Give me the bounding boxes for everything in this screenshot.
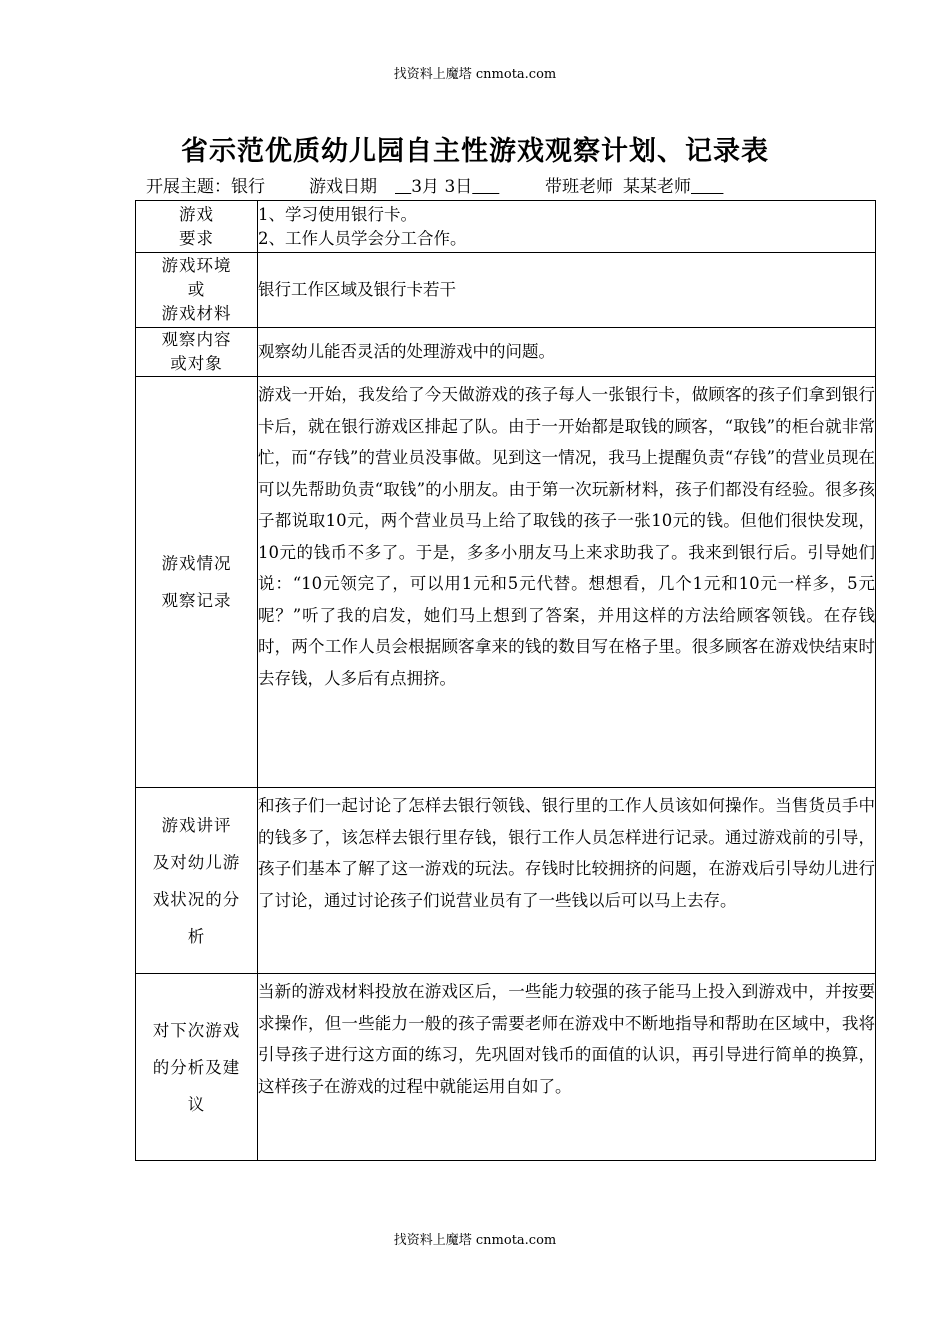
teacher-value: 某某老师 xyxy=(623,177,691,197)
table-row-requirements xyxy=(136,201,876,253)
requirement-item: 2、工作人员学会分工合作。 xyxy=(258,228,467,248)
observation-target-content: 观察幼儿能否灵活的处理游戏中的问题。 xyxy=(258,328,876,377)
meta-line xyxy=(146,176,846,198)
theme-value: 银行 xyxy=(231,177,265,197)
table-row-observation-target xyxy=(136,328,876,377)
row-label: 游戏讲评 及对幼儿游 戏状况的分 析 xyxy=(136,788,258,974)
footer-note: 找资料上魔塔 cnmota.com xyxy=(393,1233,557,1248)
row-label: 游戏情况 观察记录 xyxy=(136,377,258,788)
observation-table xyxy=(135,200,876,1161)
materials-content: 银行工作区域及银行卡若干 xyxy=(258,253,876,328)
table-row-record xyxy=(136,377,876,788)
page-title: 省示范优质幼儿园自主性游戏观察计划、记录表 xyxy=(181,136,769,167)
table-row-materials xyxy=(136,253,876,328)
teacher-label: 带班老师 xyxy=(545,177,613,197)
next-plan-content: 当新的游戏材料投放在游戏区后，一些能力较强的孩子能马上投入到游戏中，并按要求操作，但一些能力一般的孩子需要老师在游戏中不断地指导和帮助在区域中，我将引导孩子进行这方面的练习，先巩固对钱币的面值的认识，再引导进行简单的换算，这样孩子在游戏的过程中就能运用自如了。 xyxy=(258,974,876,1161)
row-label: 游戏环境 或 游戏材料 xyxy=(136,253,258,328)
row-label: 游戏 要求 xyxy=(136,201,258,253)
theme-label: 开展主题： xyxy=(146,177,231,197)
table-row-analysis xyxy=(136,788,876,974)
date-label: 游戏日期 xyxy=(309,177,377,197)
requirements-content xyxy=(258,201,876,253)
record-content: 游戏一开始，我发给了今天做游戏的孩子每人一张银行卡，做顾客的孩子们拿到银行卡后，就在银行游戏区排起了队。由于一开始都是取钱的顾客，“取钱”的柜台就非常忙，而“存钱”的营业员没事做。见到这一情况，我马上提醒负责“存钱”的营业员现在可以先帮助负责“取钱”的小朋友。由于第一次玩新材料，孩子们都没有经验。很多孩子都说取10元，两个营业员马上给了取钱的孩子一张10元的钱。但他们很快发现，10元的钱币不多了。于是，多多小朋友马上来求助我了。我来到银行后。引导她们说：“10元领完了，可以用1元和5元代替。想想看，几个1元和10元一样多，5元呢？”听了我的启发，她们马上想到了答案，并用这样的方法给顾客领钱。在存钱时，两个工作人员会根据顾客拿来的钱的数目写在格子里。很多顾客在游戏快结束时去存钱，人多后有点拥挤。 xyxy=(258,377,876,788)
date-value: 3月 3日 xyxy=(411,177,473,197)
row-label: 观察内容 或对象 xyxy=(136,328,258,377)
requirement-item: 1、学习使用银行卡。 xyxy=(258,204,417,224)
analysis-content: 和孩子们一起讨论了怎样去银行领钱、银行里的工作人员该如何操作。当售货员手中的钱多了，该怎样去银行里存钱，银行工作人员怎样进行记录。通过游戏前的引导，孩子们基本了解了这一游戏的玩法。存钱时比较拥挤的问题，在游戏后引导幼儿进行了讨论，通过讨论孩子们说营业员有了一些钱以后可以马上去存。 xyxy=(258,788,876,974)
table-row-next-plan xyxy=(136,974,876,1161)
header-note: 找资料上魔塔 cnmota.com xyxy=(393,67,557,82)
row-label: 对下次游戏 的分析及建 议 xyxy=(136,974,258,1161)
